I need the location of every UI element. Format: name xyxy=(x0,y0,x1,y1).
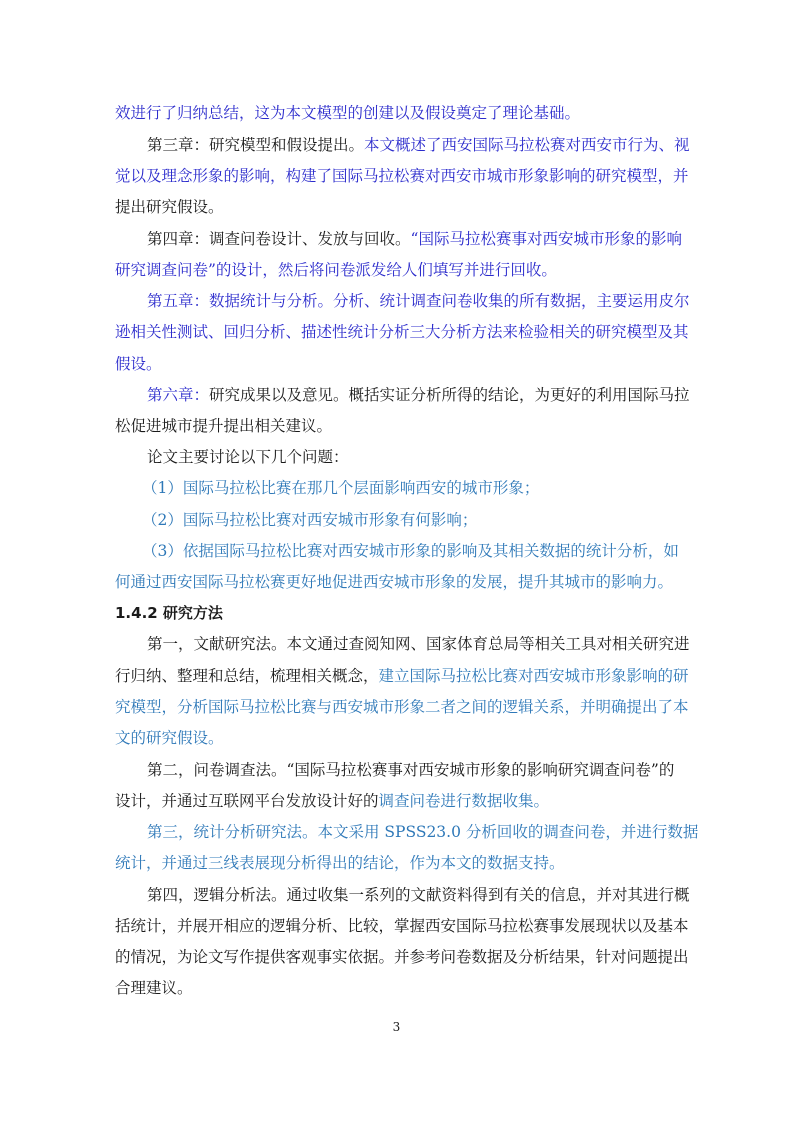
text-line xyxy=(115,916,715,936)
text-line xyxy=(147,885,715,905)
text-segment: 研究成果以及意见。概括实证分析所得的结论，为更好的利用国际马拉 xyxy=(209,386,690,404)
text-line xyxy=(115,697,715,717)
text-segment: 逊相关性测试、回归分析、描述性统计分析三大分析方法来检验相关的研究模型及其 xyxy=(115,323,689,341)
text-line xyxy=(147,634,715,654)
text-line xyxy=(147,760,715,780)
text-line xyxy=(147,385,715,405)
text-line xyxy=(115,322,715,342)
text-segment: 设计，并通过互联网平台发放设计好的 xyxy=(115,792,379,810)
text-segment: （1）国际马拉松比赛在那几个层面影响西安的城市形象； xyxy=(142,479,540,497)
text-segment: 统计，并通过三线表展现分析得出的结论，作为本文的数据支持。 xyxy=(115,854,565,872)
text-line xyxy=(115,853,715,873)
text-segment: 调查问卷进行数据收集。 xyxy=(378,792,550,810)
text-line xyxy=(115,791,715,811)
text-line xyxy=(115,666,715,686)
text-line xyxy=(142,478,710,498)
text-line xyxy=(115,103,715,123)
text-segment: 合理建议。 xyxy=(115,979,193,997)
text-segment: 假设。 xyxy=(115,355,162,373)
text-line xyxy=(115,947,715,967)
text-segment: 提出研究假设。 xyxy=(115,198,224,216)
text-segment: 论文主要讨论以下几个问题： xyxy=(147,448,349,466)
text-line xyxy=(147,291,715,311)
text-line xyxy=(147,447,715,467)
text-line xyxy=(115,197,715,217)
text-segment: 第六章： xyxy=(147,386,210,404)
text-line xyxy=(115,416,715,436)
text-line xyxy=(115,166,715,186)
text-segment: 1.4.2 研究方法 xyxy=(115,604,223,622)
text-line xyxy=(115,572,715,592)
text-segment: 括统计，并展开相应的逻辑分析、比较，掌握西安国际马拉松赛事发展现状以及基本 xyxy=(115,917,689,935)
text-line xyxy=(147,229,715,249)
text-segment: 第四，逻辑分析法。通过收集一系列的文献资料得到有关的信息，并对其进行概 xyxy=(147,886,690,904)
text-line xyxy=(147,135,715,155)
text-segment: “国际马拉松赛事对西安城市形象的影响 xyxy=(410,230,682,248)
text-segment: 何通过西安国际马拉松赛更好地促进西安城市形象的发展，提升其城市的影响力。 xyxy=(115,573,674,591)
text-segment: 究模型，分析国际马拉松比赛与西安城市形象二者之间的逻辑关系，并明确提出了本 xyxy=(115,698,689,716)
text-segment: 第二，问卷调查法。“国际马拉松赛事对西安城市形象的影响研究调查问卷”的 xyxy=(147,761,675,779)
text-line xyxy=(147,822,715,842)
text-segment: （3）依据国际马拉松比赛对西安城市形象的影响及其相关数据的统计分析，如 xyxy=(142,542,679,560)
text-segment: 研究调查问卷”的设计，然后将问卷派发给人们填写并进行回收。 xyxy=(115,261,557,279)
text-segment: 行归纳、整理和总结，梳理相关概念， xyxy=(115,667,379,685)
text-segment: 效进行了归纳总结，这为本文模型的创建以及假设奠定了理论基础。 xyxy=(115,104,581,122)
text-line xyxy=(142,541,710,561)
page-number: 3 xyxy=(392,1020,401,1034)
text-segment: 第三，统计分析研究法。本文采用 SPSS23.0 分析回收的调查问卷，并进行数据 xyxy=(147,823,699,841)
text-line xyxy=(115,260,715,280)
text-segment: 分析、统计调查问卷收集的所有数据，主要运用皮尔 xyxy=(333,292,690,310)
section-heading xyxy=(115,603,715,623)
text-segment: 本文概述了西安国际马拉松赛对西安市行为、视 xyxy=(364,136,690,154)
text-segment: 松促进城市提升提出相关建议。 xyxy=(115,417,333,435)
text-segment: 文的研究假设。 xyxy=(115,729,224,747)
text-segment: 建立国际马拉松比赛对西安城市形象影响的研 xyxy=(378,667,689,685)
text-line xyxy=(115,978,715,998)
text-line xyxy=(115,354,715,374)
text-segment: （2）国际马拉松比赛对西安城市形象有何影响； xyxy=(142,511,478,529)
text-segment: 第一，文献研究法。本文通过查阅知网、国家体育总局等相关工具对相关研究进 xyxy=(147,635,690,653)
text-line xyxy=(115,728,715,748)
text-segment: 第四章：调查问卷设计、发放与回收。 xyxy=(147,230,411,248)
text-segment: 第三章：研究模型和假设提出。 xyxy=(147,136,365,154)
text-line xyxy=(142,510,710,530)
text-segment: 的情况，为论文写作提供客观事实依据。并参考问卷数据及分析结果，针对问题提出 xyxy=(115,948,689,966)
text-segment: 第五章：数据统计与分析。 xyxy=(147,292,334,310)
text-segment: 觉以及理念形象的影响，构建了国际马拉松赛对西安市城市形象影响的研究模型，并 xyxy=(115,167,689,185)
